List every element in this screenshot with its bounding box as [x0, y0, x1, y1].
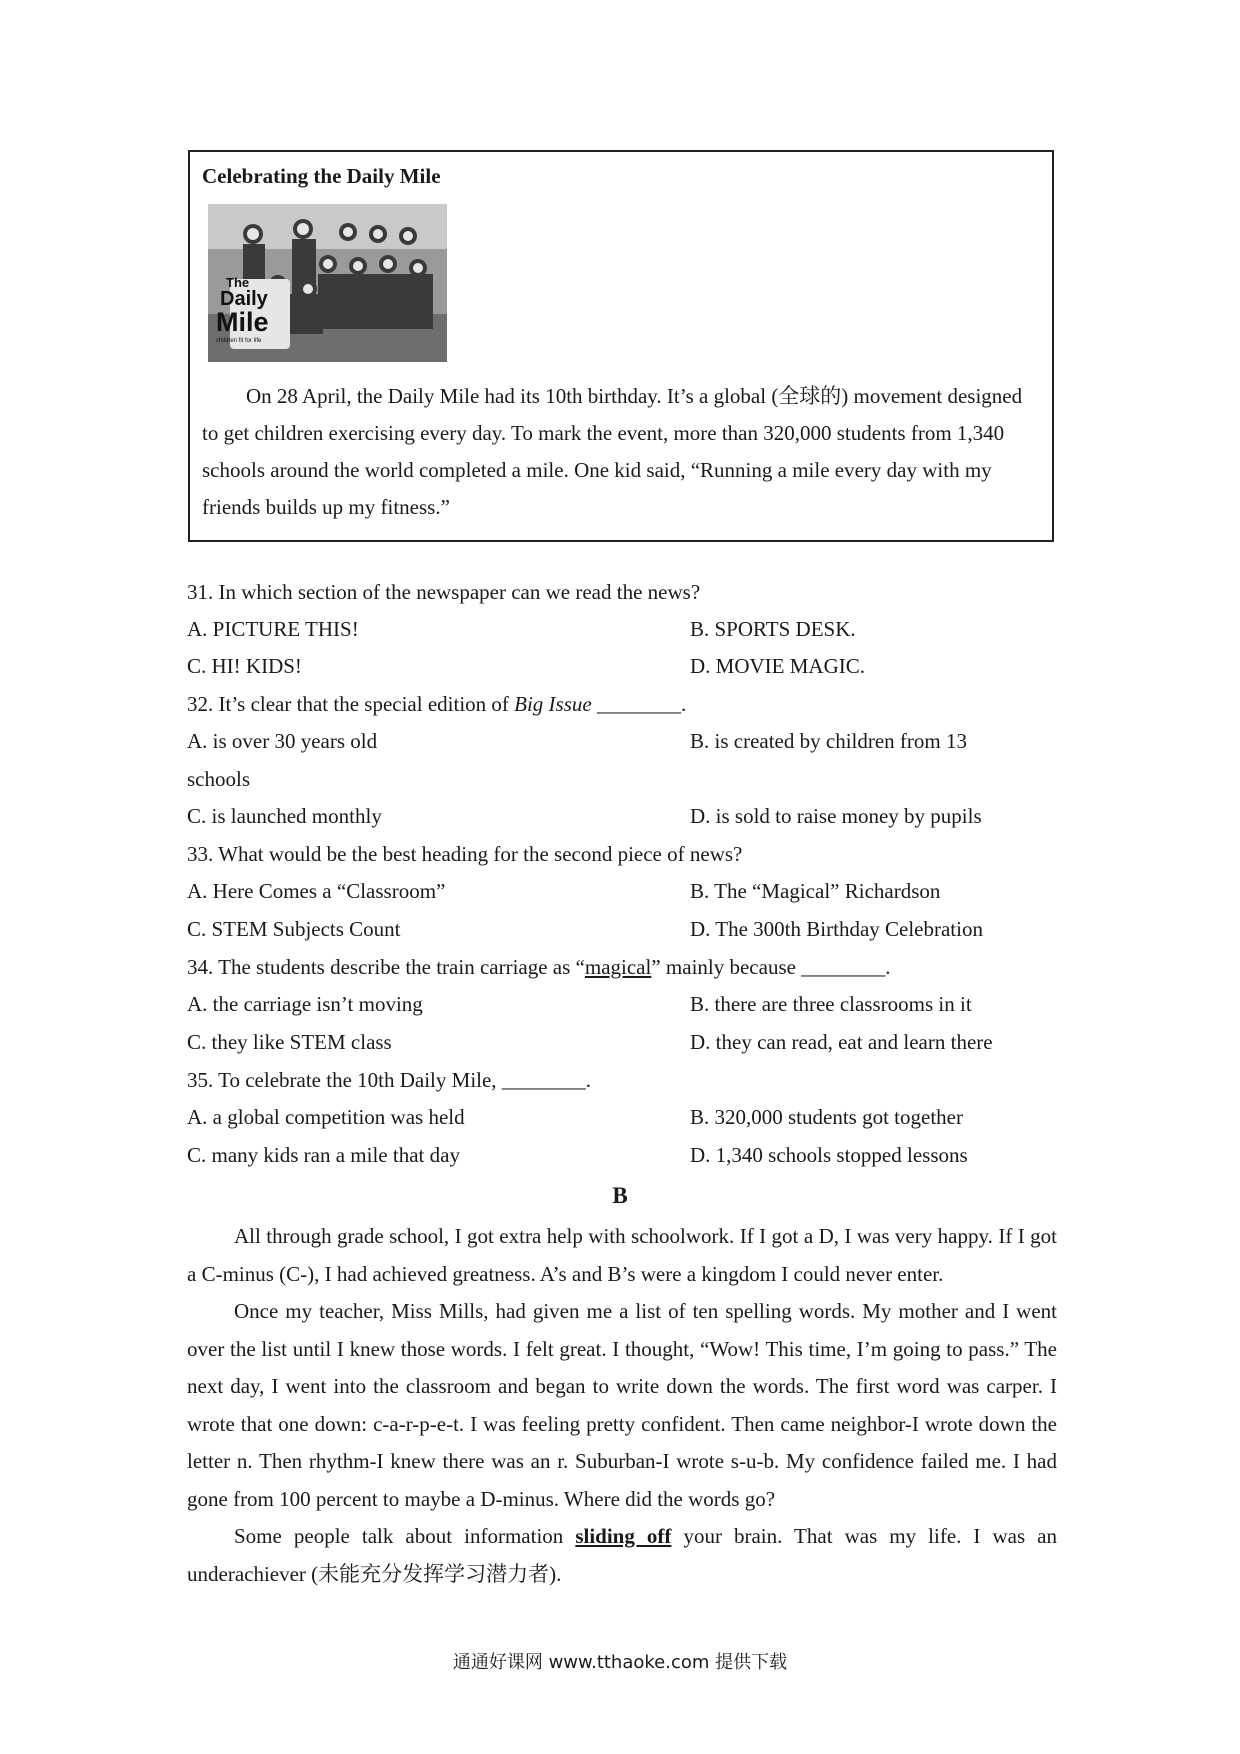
option-c: C. HI! KIDS! — [187, 654, 302, 678]
option-b: B. 320,000 students got together — [690, 1105, 963, 1129]
option-d: D. they can read, eat and learn there — [690, 1030, 993, 1054]
logo-line1: The — [226, 275, 250, 290]
option-c: C. they like STEM class — [187, 1030, 392, 1054]
logo-line2: Daily — [220, 288, 268, 310]
news-box — [188, 150, 1054, 542]
stem-suffix: ” mainly because ________. — [651, 955, 891, 979]
option-d: D. 1,340 schools stopped lessons — [690, 1143, 968, 1167]
section-heading: B — [612, 1183, 628, 1208]
passage-b — [187, 1218, 1057, 1593]
paragraph-suffix: your brain. That was my life. I was an underachiever (未能充分发挥学习潜力者). — [187, 1524, 1057, 1586]
daily-mile-logo — [216, 276, 288, 344]
logo-tagline: children fit for life — [216, 338, 262, 344]
question-stem — [187, 955, 890, 980]
option-b: B. The “Magical” Richardson — [690, 879, 941, 903]
page-footer: 通通好课网 www.tthaoke.com 提供下载 — [452, 1652, 788, 1673]
option-b: B. SPORTS DESK. — [690, 617, 856, 641]
option-c: C. many kids ran a mile that day — [187, 1143, 460, 1167]
news-paragraph: On 28 April, the Daily Mile had its 10th birthday. It’s a global (全球的) movement designed to get children exercising every day. To mark the event, more than 320,000 students from 1,340 schools around the world completed a mile. One kid said, “Running a mile every day with my friends builds up my fitness.” — [202, 384, 1023, 519]
passage-paragraph-3 — [187, 1518, 1057, 1593]
passage-paragraph-2: Once my teacher, Miss Mills, had given me a list of ten spelling words. My mother and I went over the list until I knew those words. I felt great. I thought, “Wow! This time, I’m going to pass.” The next day, I went into the classroom and began to write down the words. The first word was carper. I wrote that one down: c-a-r-p-e-t. I was feeling pretty confident. Then came neighbor-I wrote down the letter n. Then rhythm-I knew there was an r. Suburban-I wrote s-u-b. My confidence failed me. I had gone from 100 percent to maybe a D-minus. Where did the words go? — [187, 1299, 1057, 1511]
question-stem: 31. In which section of the newspaper can we read the news? — [187, 580, 701, 604]
question-stem — [187, 692, 686, 717]
news-title: Celebrating the Daily Mile — [202, 164, 441, 188]
option-d: D. MOVIE MAGIC. — [690, 654, 865, 678]
stem-italic: Big Issue — [514, 692, 592, 716]
news-body — [202, 378, 1042, 526]
passage-paragraph-1: All through grade school, I got extra help with schoolwork. If I got a D, I was very happy. If I got a C-minus (C-), I had achieved greatness. A’s and B’s were a kingdom I could never enter. — [187, 1224, 1057, 1286]
option-a: A. PICTURE THIS! — [187, 617, 359, 641]
logo-line3: Mile — [216, 307, 269, 337]
question-stem: 35. To celebrate the 10th Daily Mile, ________. — [187, 1068, 592, 1092]
option-a: A. a global competition was held — [187, 1105, 465, 1129]
stem-prefix: 34. The students describe the train carriage as “ — [187, 955, 585, 979]
option-a: A. the carriage isn’t moving — [187, 992, 423, 1016]
option-d: D. is sold to raise money by pupils — [690, 804, 982, 828]
option-c: C. is launched monthly — [187, 804, 382, 828]
option-a: A. Here Comes a “Classroom” — [187, 879, 446, 903]
paragraph-prefix: Some people talk about information — [234, 1524, 576, 1548]
stem-suffix: ________. — [591, 692, 687, 716]
option-b: B. there are three classrooms in it — [690, 992, 972, 1016]
option-a: A. is over 30 years old — [187, 729, 378, 753]
option-b-continued: schools — [187, 767, 250, 791]
stem-prefix: 32. It’s clear that the special edition of — [187, 692, 515, 716]
underlined-phrase: sliding off — [575, 1524, 672, 1548]
option-d: D. The 300th Birthday Celebration — [690, 917, 983, 941]
question-stem: 33. What would be the best heading for the second piece of news? — [187, 842, 743, 866]
daily-mile-photo — [208, 204, 447, 362]
stem-underlined-word: magical — [584, 955, 652, 979]
option-c: C. STEM Subjects Count — [187, 917, 401, 941]
option-b: B. is created by children from 13 — [690, 729, 967, 753]
